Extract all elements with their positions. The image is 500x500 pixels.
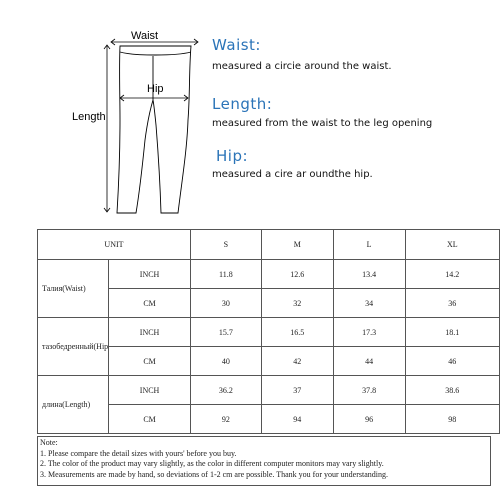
value-cell: 13.4 bbox=[333, 260, 405, 289]
size-header: XL bbox=[405, 230, 499, 260]
value-cell: 36.2 bbox=[190, 376, 261, 405]
hip-measure-arrow bbox=[120, 95, 188, 101]
unit-cell: INCH bbox=[109, 260, 191, 289]
value-cell: 40 bbox=[190, 347, 261, 376]
size-chart-table bbox=[37, 229, 500, 434]
waist-label: Waist bbox=[131, 30, 159, 42]
note-line: 2. The color of the product may vary slightly, as the color in different computer monitors may vary slightly. bbox=[40, 459, 384, 468]
hip-definition-title: Hip: bbox=[216, 147, 249, 165]
value-cell: 14.2 bbox=[405, 260, 499, 289]
value-cell: 11.8 bbox=[190, 260, 261, 289]
hip-definition-text: measured a cire ar oundthe hip. bbox=[212, 169, 373, 180]
length-definition-title: Length: bbox=[212, 95, 273, 113]
value-cell: 96 bbox=[333, 405, 405, 434]
value-cell: 30 bbox=[190, 289, 261, 318]
table-row bbox=[38, 318, 500, 347]
waist-definition-text: measured a circie around the waist. bbox=[212, 61, 392, 72]
value-cell: 37 bbox=[261, 376, 333, 405]
value-cell: 36 bbox=[405, 289, 499, 318]
value-cell: 15.7 bbox=[190, 318, 261, 347]
unit-cell: CM bbox=[109, 347, 191, 376]
value-cell: 37.8 bbox=[333, 376, 405, 405]
measure-label-hip: тазобедренный(Hip bbox=[38, 318, 109, 376]
table-row bbox=[38, 376, 500, 405]
value-cell: 16.5 bbox=[261, 318, 333, 347]
value-cell: 18.1 bbox=[405, 318, 499, 347]
size-header: S bbox=[190, 230, 261, 260]
value-cell: 94 bbox=[261, 405, 333, 434]
value-cell: 17.3 bbox=[333, 318, 405, 347]
notes-title: Note: bbox=[40, 438, 58, 447]
note-line: 3. Measurements are made by hand, so deviations of 1-2 cm are possible. Thank you for your understanding. bbox=[40, 469, 388, 479]
table-row bbox=[38, 260, 500, 289]
unit-cell: CM bbox=[109, 405, 191, 434]
size-header: M bbox=[261, 230, 333, 260]
value-cell: 34 bbox=[333, 289, 405, 318]
size-header: L bbox=[333, 230, 405, 260]
value-cell: 12.6 bbox=[261, 260, 333, 289]
value-cell: 44 bbox=[333, 347, 405, 376]
length-label: Length bbox=[72, 111, 106, 123]
length-definition-text: measured from the waist to the leg opening bbox=[212, 118, 433, 129]
length-measure-arrow bbox=[104, 45, 110, 212]
measure-label-waist: Талия(Waist) bbox=[38, 260, 109, 318]
unit-cell: INCH bbox=[109, 376, 191, 405]
value-cell: 46 bbox=[405, 347, 499, 376]
unit-header: UNIT bbox=[38, 230, 191, 260]
unit-cell: CM bbox=[109, 289, 191, 318]
value-cell: 42 bbox=[261, 347, 333, 376]
hip-label: Hip bbox=[147, 83, 164, 95]
measure-label-length: длина(Length) bbox=[38, 376, 109, 434]
notes-box bbox=[37, 436, 491, 486]
unit-cell: INCH bbox=[109, 318, 191, 347]
waist-definition-title: Waist: bbox=[212, 36, 261, 54]
value-cell: 92 bbox=[190, 405, 261, 434]
value-cell: 32 bbox=[261, 289, 333, 318]
note-line: 1. Please compare the detail sizes with yours' before you buy. bbox=[40, 448, 237, 458]
value-cell: 98 bbox=[405, 405, 499, 434]
value-cell: 38.6 bbox=[405, 376, 499, 405]
table-header-row bbox=[38, 230, 500, 260]
leggings-outline bbox=[117, 46, 191, 213]
